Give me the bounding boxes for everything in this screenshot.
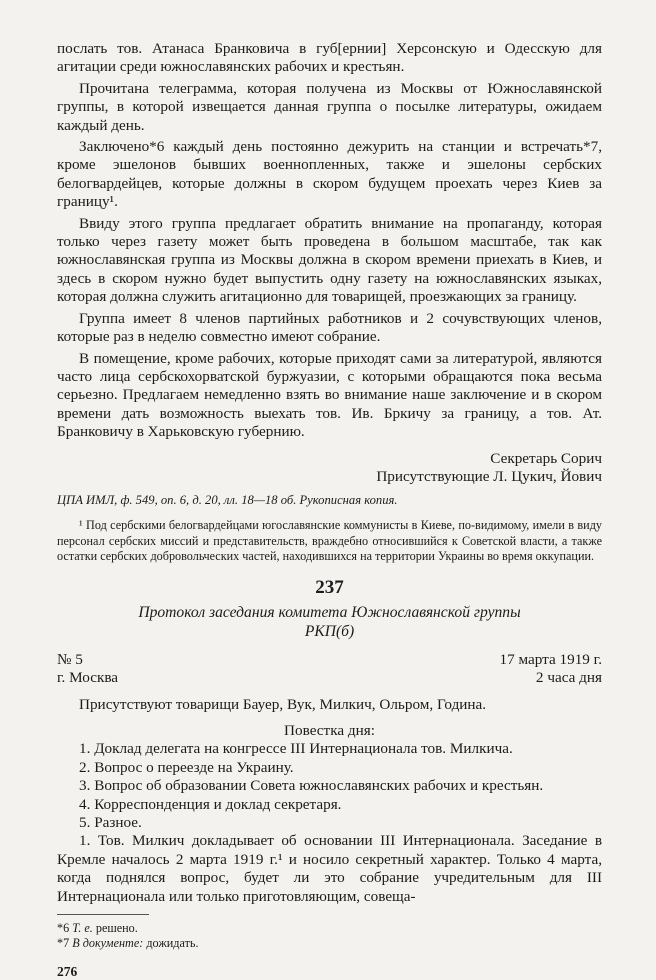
- bottom-footnote-1: [57, 921, 602, 936]
- protocol-header-row-2: [57, 669, 602, 687]
- paragraph-4: Ввиду этого группа предлагает обратить внимание на пропаганду, которая только через газету может быть проведена в большом масштабе, так как южнославянская группа из Москвы должна в скором времени приехать в Киев, и здесь в скором нужно будет выпустить одну газету на южнославянских языках, которая должна служить агитационно для товарищей, проезжающих за границу.: [57, 214, 602, 306]
- attendees: Присутствуют товарищи Бауер, Вук, Милкич, Ольром, Година.: [79, 695, 487, 713]
- item1-report: 1. Тов. Милкич докладывает об основании III Интернационала. Заседание в Кремле началось 2 марта 1919 г.¹ и носило секретный характер. Только 4 марта, когда поднялся вопрос, будет ли это собрание учредительным для III Интернационала или только приготовляющим, совеща-: [57, 832, 602, 905]
- bottom-footnote-2: [57, 936, 602, 951]
- agenda-item-1: 1. Доклад делегата на конгрессе III Интернационала тов. Милкича.: [79, 740, 513, 758]
- bottom-footnote-1-mark: *6: [57, 921, 70, 936]
- agenda-item-3: 3. Вопрос об образовании Совета южнославянских рабочих и крестьян.: [79, 777, 544, 795]
- document-title-line1: Протокол заседания комитета Южнославянской группы: [138, 603, 521, 621]
- bottom-footnote-1-label: Т. е.: [72, 921, 93, 936]
- archive-source: [57, 492, 602, 508]
- paragraph-3: Заключено*6 каждый день постоянно дежурить на станции и встречать*7, кроме эшелонов бывших военнопленных, также и эшелоны сербских белогвардейцев, которые должны в скором будущем проехать через Киев за границу¹.: [57, 138, 602, 211]
- bottom-footnote-2-mark: *7: [57, 936, 70, 951]
- archive-source-text: ЦПА ИМЛ, ф. 549, оп. 6, д. 20, лл. 18—18 об. Рукописная копия.: [57, 493, 398, 508]
- agenda-item-5: 5. Разное.: [79, 814, 142, 831]
- protocol-number: № 5: [57, 650, 83, 668]
- signature-present: Присутствующие Л. Цукич, Йович: [376, 467, 602, 485]
- agenda-item-2: 2. Вопрос о переезде на Украину.: [79, 758, 294, 776]
- paragraph-6: В помещение, кроме рабочих, которые приходят сами за литературой, являются часто лица сербскохорватской буржуазии, с которыми обращаются пока весьма серьезно. Предлагаем немедленно взять во внимание наше заключение и в скором времени дать возможность выехать тов. Ив. Бркичу за границу, а тов. Ат. Бранковичу в Харьковскую губернию.: [57, 349, 602, 441]
- bottom-footnote-2-label: В документе:: [72, 936, 144, 951]
- page-number: 276: [57, 963, 78, 979]
- bottom-footnote-2-text: дожидать.: [146, 936, 199, 951]
- bottom-footnote-1-text: решено.: [95, 921, 138, 936]
- agenda-heading: Повестка дня:: [284, 721, 375, 739]
- signature-secretary: Секретарь Сорич: [490, 449, 602, 467]
- paragraph-2: Прочитана телеграмма, которая получена из Москвы от Южнославянской группы, в которой извещается данная группа о посылке литературы, ожидаем каждый день.: [57, 79, 602, 134]
- paragraph-5: Группа имеет 8 членов партийных работников и 2 сочувствующих членов, которые раз в неделю совместно имеют собрание.: [57, 309, 602, 346]
- footnote-divider: [57, 914, 149, 915]
- protocol-date: 17 марта 1919 г.: [499, 650, 602, 668]
- protocol-time: 2 часа дня: [535, 669, 602, 687]
- page-body: [57, 40, 602, 980]
- protocol-city: г. Москва: [57, 669, 119, 687]
- document-number: 237: [315, 576, 344, 598]
- protocol-header-row-1: [57, 651, 602, 669]
- paragraph-1: послать тов. Атанаса Бранковича в губ[ернии] Херсонскую и Одесскую для агитации среди южнославянских рабочих и крестьян.: [57, 40, 602, 76]
- document-title-line2: РКП(б): [304, 622, 355, 640]
- footnote-1: ¹ Под сербскими белогвардейцами югославянские коммунисты в Киеве, по-видимому, имели в виду персонал сербских миссий и представительств, враждебно относившийся к Советской власти, а также остатки сербских добровольческих частей, находившихся на территории Украины во время оккупации.: [57, 518, 602, 564]
- agenda-item-4: 4. Корреспонденция и доклад секретаря.: [79, 795, 342, 813]
